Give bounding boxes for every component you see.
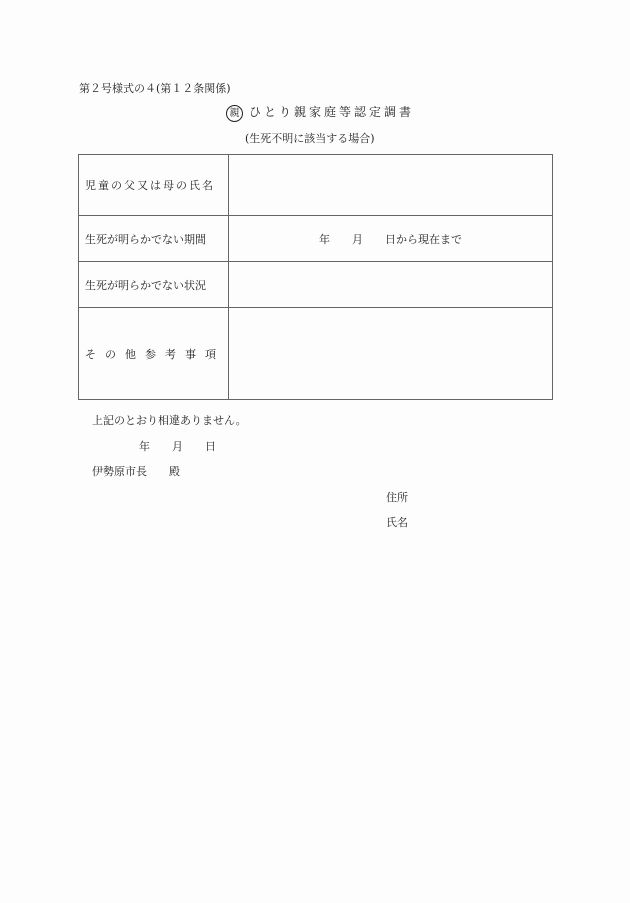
row-label-other-notes: その他参考事項 [79, 308, 229, 400]
circled-oya-icon: 親 [226, 105, 243, 122]
address-label: 住所 [386, 491, 408, 504]
table-row [79, 216, 553, 262]
row-label-unknown-period: 生死が明らかでない期間 [79, 216, 229, 262]
declaration-statement: 上記のとおり相違ありません。 [92, 414, 247, 427]
parent-name-field[interactable] [229, 155, 553, 216]
table-row [79, 308, 553, 400]
other-notes-field[interactable] [229, 308, 553, 400]
unknown-period-field[interactable]: 年 月 日から現在まで [229, 216, 553, 262]
addressee: 伊勢原市長 殿 [92, 465, 180, 478]
title-text: ひとり親家庭等認定調書 [249, 105, 415, 119]
table-row [79, 155, 553, 216]
document-title [226, 103, 414, 122]
unknown-situation-field[interactable] [229, 262, 553, 308]
form-number: 第２号様式の４(第１２条関係) [79, 82, 231, 95]
document-subtitle: (生死不明に該当する場合) [245, 132, 375, 145]
name-label: 氏名 [386, 516, 408, 529]
row-label-unknown-situation: 生死が明らかでない状況 [79, 262, 229, 308]
date-line: 年 月 日 [139, 440, 216, 453]
row-label-parent-name: 児童の父又は母の氏名 [79, 155, 229, 216]
table-row [79, 262, 553, 308]
form-table [78, 154, 553, 400]
